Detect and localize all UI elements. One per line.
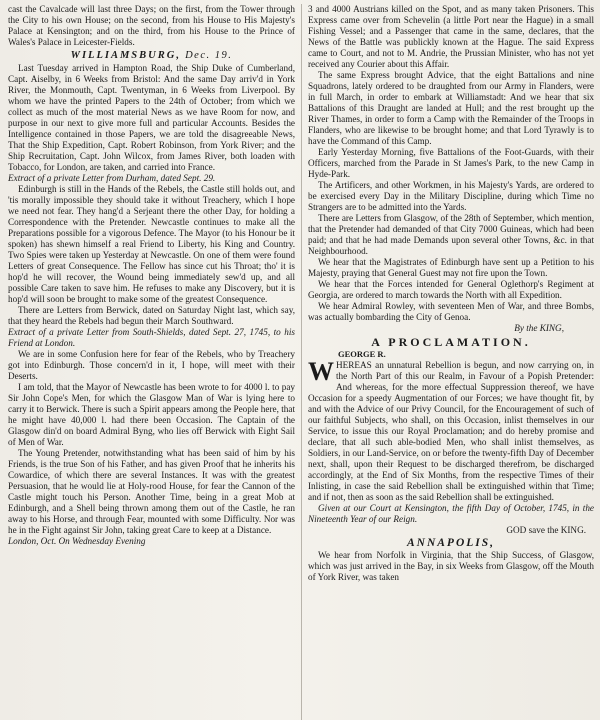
- confusion-paragraph: We are in some Confusion here for fear of the Rebels, who by Treachery got into Edinburgh. Those concern'd in it, I hope, will meet with their Deserts.: [8, 349, 295, 381]
- right-top-paragraph: 3 and 4000 Austrians killed on the Spot, and as many taken Prisoners. This Express came over from Schevelin (a little Port near the Hague) in a small Fishing Vessel; and a Passenger that came in the same, declares, that the News of the Battle was publickly known at the Hague. The said Express came to Court, and not to M. Andrie, the Prussian Minister, who has not yet received any Courier about this Affair.: [308, 4, 594, 69]
- norfolk-paragraph: We hear from Norfolk in Virginia, that the Ship Success, of Glasgow, which was just arrived in the Bay, in six Weeks from Glasgow, off the Mouth of York River, was taken: [308, 550, 594, 582]
- newcastle-mayor-paragraph: I am told, that the Mayor of Newcastle has been wrote to for 4000 l. to pay Sir John Cope's Men, for which the Glasgow Man of War is lying here to carry it to Berwick. There is such a Spirit appears among the People here, that he might have 40,000 l. had there been Occasion. The Captain of the Glasgow din'd on board Admiral Byng, who lies off Berwick with Eight Sail of Men of War.: [8, 382, 295, 447]
- foot-guards-paragraph: Early Yesterday Morning, five Battalions of the Foot-Guards, with their Officers, marched from the Parade in St James's Park, to the new Camp in Hyde-Park.: [308, 147, 594, 179]
- edinburgh-paragraph: Edinburgh is still in the Hands of the Rebels, the Castle still holds out, and 'tis morally impossible they should take it without Treachery, which I hope we need not fear. They hang'd a Serjeant there the other Day, for holding a Correspondence with the Pretender. Newcastle continues to make all the Preparations possible for a vigorous Defence. The Mayor (to his Honour be it spoken) has shewn himself a real Friend to Liberty, his King and Country. Two Spies were taken up Yesterday at Newcastle. On one of them were found Letters of great Consequence. The Fellow has since cut his Throat; tho' it is hop'd he will recover, the Wound being immediately sew'd up, and all possible Care taken to save him. He refuses to make any Discovery, but it is hop'd will soon be brought to make some of the greatest Consequence.: [8, 184, 295, 304]
- left-column: [8, 4, 301, 720]
- columns: [8, 4, 594, 720]
- god-save-the-king: GOD save the KING.: [506, 525, 586, 535]
- dateline-place: WILLIAMSBURG,: [70, 50, 181, 61]
- extract-durham-heading: Extract of a private Letter from Durham, dated Sept. 29.: [8, 173, 216, 183]
- magistrates-paragraph: We hear that the Magistrates of Edinburgh have sent up a Petition to his Majesty, praying that General Guest may not fire upon the Town.: [308, 257, 594, 278]
- by-the-king: By the KING,: [514, 323, 564, 333]
- express-paragraph: The same Express brought Advice, that the eight Battalions and nine Squadrons, lately ordered to be draughted from our Army in Flanders, were in full March, in order to embark at Williamstadt: And we hear that six Battalions of this Draught are landed at Hull; and the rest brought up the River Thames, in order to form a Camp with the Remainder of the Troops in Flanders, who are likewise to be brought home; and that Lord Tyrawly is to have the Command of this Camp.: [308, 70, 594, 146]
- berwick-paragraph: There are Letters from Berwick, dated on Saturday Night last, which say, that they heard the Rebels had begun their March Southward.: [8, 305, 295, 326]
- extract-south-shields-heading: Extract of a private Letter from South-Shields, dated Sept. 27, 1745, to his Friend at London.: [8, 327, 295, 348]
- london-paragraph: London, Oct. On Wednesday Evening: [8, 536, 146, 546]
- young-pretender-paragraph: The Young Pretender, notwithstanding what has been said of him by his Friends, is the true Son of his Father, and has given Proof that he inherits his Cowardice, of which there are several Instances. It was with the greatest Persuasion, that he would lie at Holy-rood House, for fear the Cannon of the Castle might touch his Person. Another Time, being in a great Mob at Edinburgh, and a Shell being thrown among them out of the Castle, he ran away to his Horse, and through Fear, mounted with some Difficulty. Nor was he in the Fight against Sir John, taking great Care to keep at a Distance.: [8, 448, 295, 535]
- dateline-date: Dec. 19.: [185, 50, 233, 61]
- proclamation-title: A PROCLAMATION.: [371, 335, 531, 349]
- arrivals-paragraph: Last Tuesday arrived in Hampton Road, the Ship Duke of Cumberland, Capt. Aiselby, in 6 Weeks from Bristol: And the same Day arriv'd in York River, the Monmouth, Capt. Twentyman, in 6 Weeks from Liverpool. By whom we have the printed Papers to the 24th of October; from which we collect as much of the most material News as we have Room for now, and purpose in our next to give more full and particular Accounts. Besides the Intelligence contained in those Papers, we are told the disagreeable News, That the Ship Expedition, Capt. Robert Robinson, from York River; and the Ship Recruitation, Capt. John Wilcox, from James River, both loaden with Tobacco, for London, are taken, and carried into France.: [8, 63, 295, 172]
- left-top-paragraph: cast the Cavalcade will last three Days; on the first, from the Tower through the City to his own House; on the second, from his House to His Majesty's Palace at Kensington; and on the third, from his House to the Prince of Wales's Palace in Leicester-Fields.: [8, 4, 295, 47]
- annapolis-heading: ANNAPOLIS,: [406, 537, 496, 549]
- glasgow-paragraph: There are Letters from Glasgow, of the 28th of September, which mention, that the Pretender had demanded of that City 7000 Guineas, which had been paid; and that he had made Demands upon several other Towns, &c. in that Neighbourhood.: [308, 213, 594, 256]
- proclamation-text: [308, 357, 594, 503]
- given-at-court: Given at our Court at Kensington, the fifth Day of October, 1745, in the Nineteenth Year of our Reign.: [308, 503, 594, 524]
- drop-cap: W: [308, 357, 334, 386]
- oglethorp-paragraph: We hear that the Forces intended for General Oglethorp's Regiment at Georgia, are ordered to march towards the North with all Expedition.: [308, 279, 594, 300]
- proclamation-body: HEREAS an unnatural Rebellion is begun, and now carrying on, in the North Part of this our Realm, in Favour of a Popish Pretender: And whereas, for the more effectual Suppression thereof, we have Occasion for a speedy Augmentation of our Forces; we have thought fit, by and with the Advice of our Privy Council, for the Encouragement of such of our faithful Subjects, who shall, on this Occasion, inlist themselves in our Service, to issue this our Royal Proclamation; and do hereby promise and declare, that all such able-bodied Men, who shall inlist themselves, as Soldiers, in our Land-Service, on or before the twenty-fifth Day of December next, shall, upon their Request to be discharged therefrom, be discharged accordingly, at the End of Six Months, from the respective Times of their Inlisting, in case the said Rebellion shall be extinguished within that Time; and if not, then as soon as the said Rebellion shall be extinguished.: [308, 360, 594, 502]
- rowley-paragraph: We hear Admiral Rowley, with seventeen Men of War, and three Bombs, was actually bombarding the City of Genoa.: [308, 301, 594, 322]
- right-column: [301, 4, 594, 720]
- george-r: GEORGE R.: [338, 349, 386, 359]
- artificers-paragraph: The Artificers, and other Workmen, in his Majesty's Yards, are ordered to be exercised every Day in the Military Discipline, during which Time no Strangers are to be admitted into the Yards.: [308, 180, 594, 212]
- williamsburg-dateline: [8, 50, 295, 61]
